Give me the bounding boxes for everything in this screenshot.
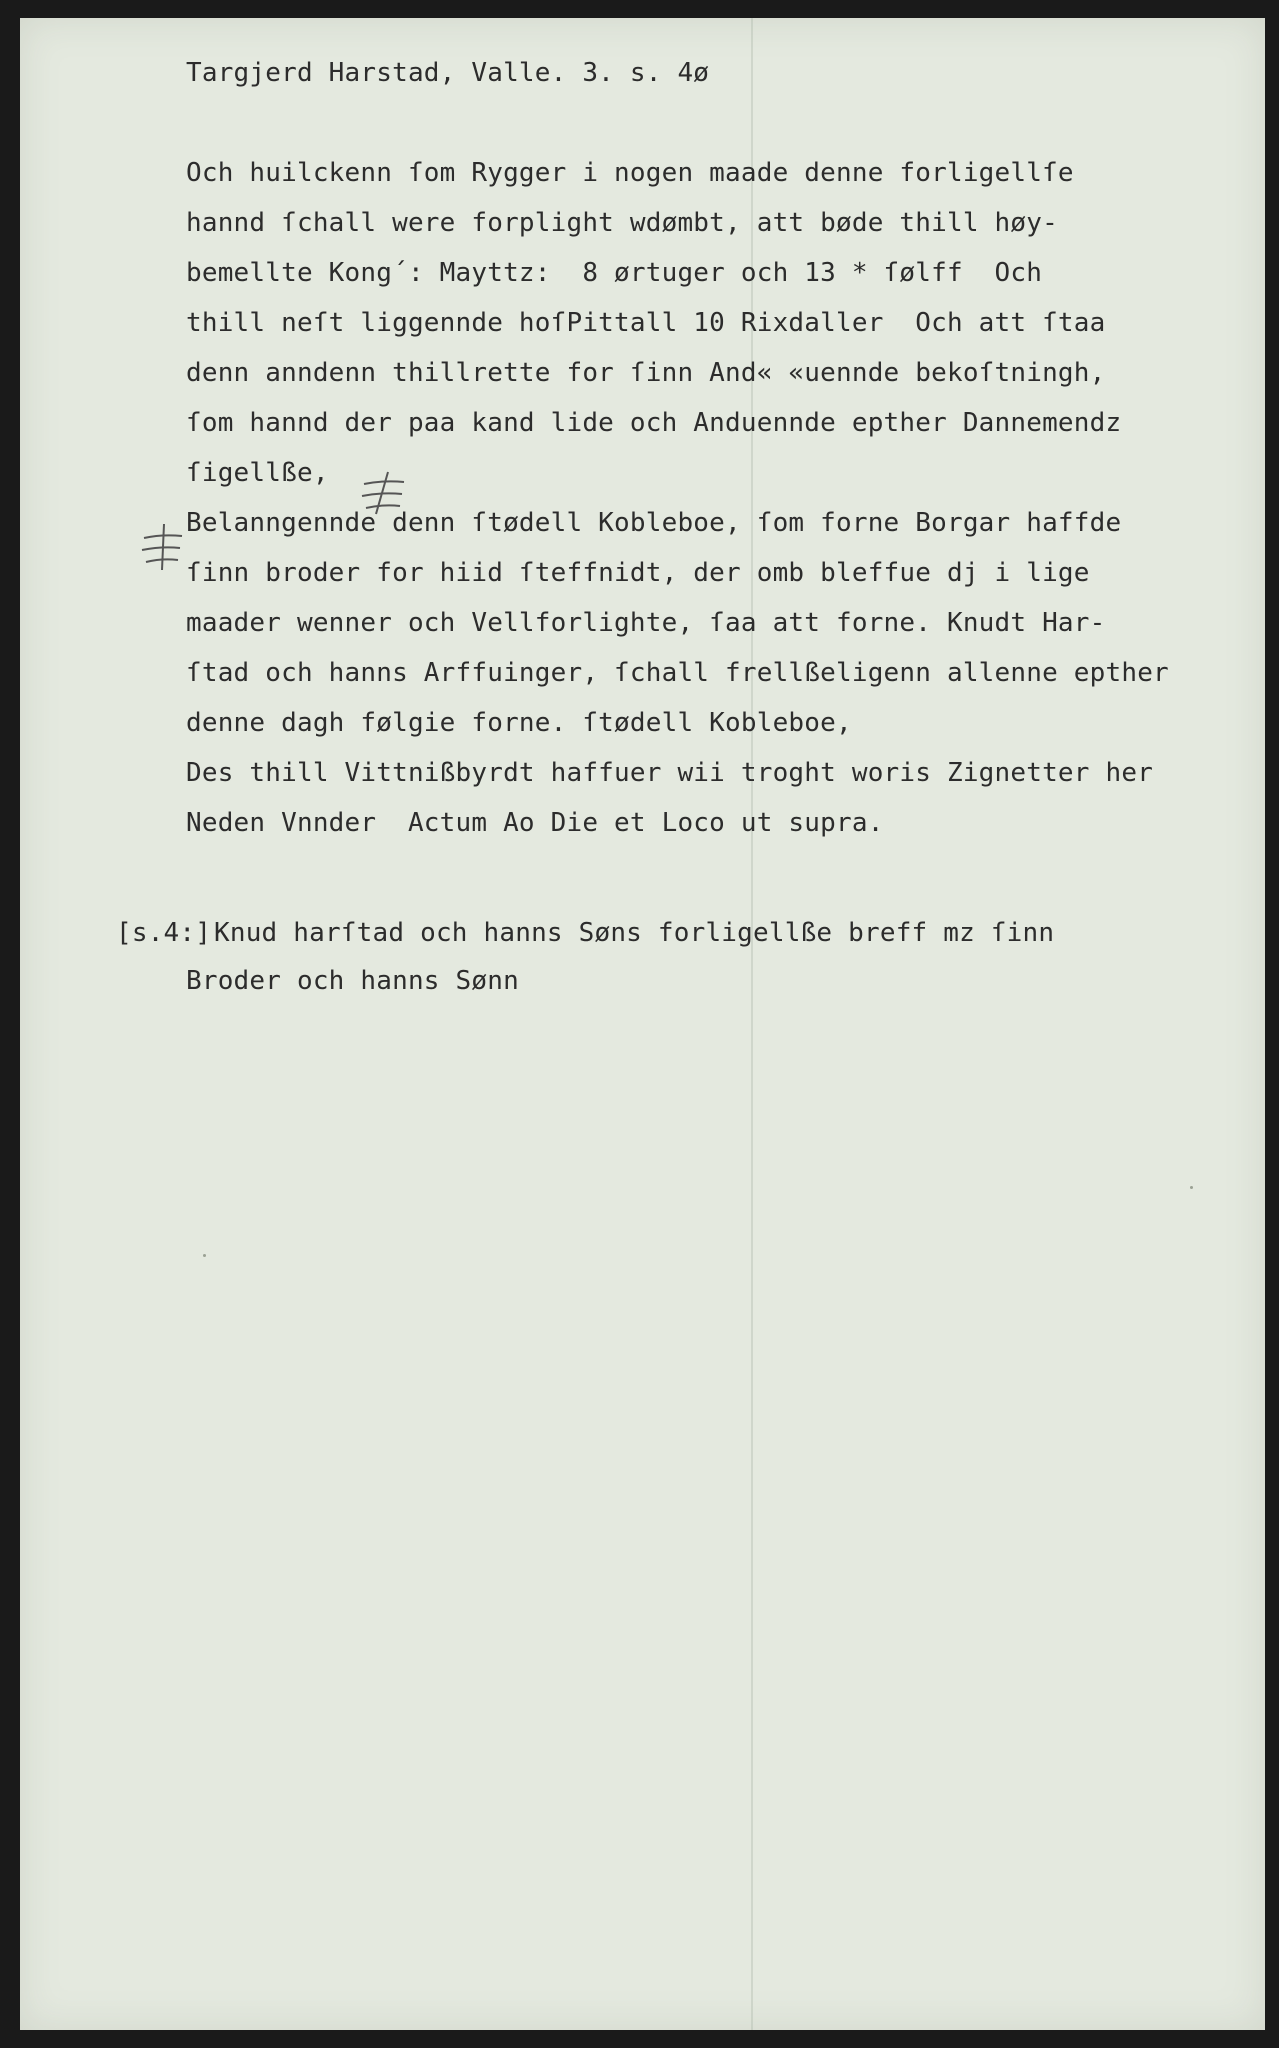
paper-speck xyxy=(203,1254,206,1257)
page-header: Targjerd Harstad, Valle. 3. s. 4ø xyxy=(186,58,710,88)
handwritten-margin-mark xyxy=(140,522,186,572)
text-line: thill neſt liggennde hoſPittall 10 Rixdaller Och att ſtaa xyxy=(186,308,1106,338)
paragraph-2 xyxy=(186,508,1169,838)
text-line: maader wenner och Vellforlighte, ſaa att forne. Knudt Har- xyxy=(186,608,1106,638)
paragraph-1 xyxy=(186,158,1122,488)
text-line: Belanngennde denn ſtødell Kobleboe, ſom forne Borgar haffde xyxy=(186,508,1122,538)
text-line: ſtad och hanns Arffuinger, ſchall frellßeligenn allenne epther xyxy=(186,658,1169,688)
entry-title-line: Broder och hanns Sønn xyxy=(186,966,519,996)
text-line: Des thill Vittnißbyrdt haffuer wii troght woris Zignetter her xyxy=(186,758,1154,788)
paper-speck xyxy=(1190,1186,1193,1189)
text-line: Neden Vnnder Actum Ao Die et Loco ut supra. xyxy=(186,808,884,838)
text-line: ſom hannd der paa kand lide och Anduennde epther Dannemendz xyxy=(186,408,1122,438)
text-line: denn anndenn thillrette for ſinn And« «uennde bekoſtningh, xyxy=(186,358,1106,388)
entry-reference: [s.4:] xyxy=(116,918,212,948)
text-line: ſinn broder for hiid ſteffnidt, der omb bleffue dj i lige xyxy=(186,558,1090,588)
entry-title-line: Knud harſtad och hanns Søns forligellße breff mz ſinn xyxy=(214,918,1055,948)
text-line: bemellte Kong´: Mayttz: 8 ørtuger och 13 * ſølff Och xyxy=(186,258,1043,288)
text-line: denne dagh følgie forne. ſtødell Kobleboe, xyxy=(186,708,852,738)
text-line: Och huilckenn ſom Rygger i nogen maade denne forligellſe xyxy=(186,158,1074,188)
archive-entry xyxy=(116,918,1055,1068)
text-line: ſigellße, xyxy=(186,458,329,488)
text-line: hannd ſchall were forplight wdømbt, att bøde thill høy- xyxy=(186,208,1058,238)
